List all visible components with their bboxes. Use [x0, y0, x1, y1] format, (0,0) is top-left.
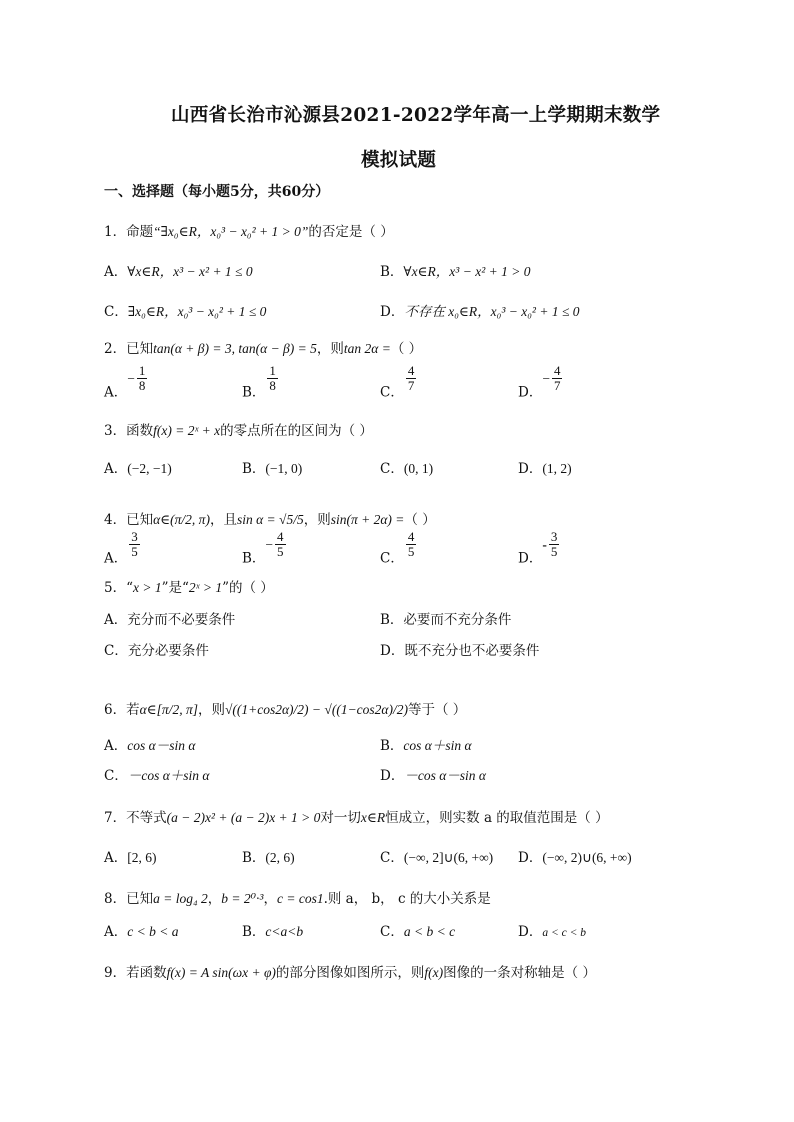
option-label: D．	[518, 384, 543, 401]
question-1-option-a	[104, 260, 253, 280]
denominator: 5	[131, 544, 138, 560]
option-text: 不存在 x₀∈R，x₀³ − x₀² + 1 ≤ 0	[404, 304, 580, 319]
denominator: 5	[550, 544, 558, 560]
option-label: B．	[242, 384, 266, 401]
option-fraction	[552, 364, 563, 394]
option-fraction	[137, 364, 148, 394]
question-4-prefix: 4．已知	[104, 512, 154, 528]
question-8-prefix: 8．已知	[104, 891, 154, 907]
option-sign: −	[265, 536, 274, 552]
question-6-expression: √((1+cos2α)/2) − √((1−cos2α)/2)	[224, 702, 408, 717]
denominator: 7	[407, 378, 415, 394]
option-text: c < b < a	[127, 924, 179, 939]
option-fraction	[549, 530, 560, 560]
question-9-function-ref: f(x)	[424, 965, 444, 980]
page-title-line-2: 模拟试题	[361, 150, 437, 171]
question-8-b-def: b = 2⁰·³	[221, 891, 264, 906]
question-8-stem	[104, 887, 491, 907]
question-7-option-d	[518, 846, 632, 866]
option-label: D．	[518, 550, 543, 567]
option-label: A．	[104, 461, 128, 477]
option-text: ∀x∈R，x³ − x² + 1 ≤ 0	[127, 264, 253, 279]
question-8-sep: ，	[207, 891, 222, 907]
question-3-prefix: 3．函数	[104, 423, 154, 439]
question-7-domain: x∈R	[360, 810, 386, 825]
question-5-stem	[104, 576, 274, 596]
question-4-sine-value: sin α = √5/5	[236, 512, 304, 527]
option-sign: −	[127, 370, 135, 386]
question-4-option-b	[242, 530, 286, 566]
numerator: 1	[269, 363, 276, 378]
question-3-option-d	[518, 457, 572, 477]
option-text: ∀x∈R，x³ − x² + 1 > 0	[403, 264, 531, 279]
option-label: D．	[380, 643, 405, 659]
option-label: B．	[242, 924, 266, 940]
question-1-option-b	[380, 260, 530, 280]
question-9-suffix: 图像的一条对称轴是（ ）	[443, 965, 596, 981]
denominator: 8	[269, 378, 276, 394]
question-2-suffix: （ ）	[390, 341, 423, 357]
option-label: B．	[380, 738, 404, 754]
question-1-option-c	[104, 300, 266, 320]
question-5-connector: ”是“	[161, 580, 189, 596]
option-text: cos α＋sin α	[403, 738, 472, 753]
question-6-prefix: 6．若	[104, 702, 140, 718]
question-5-condition-1: x > 1	[133, 580, 162, 595]
option-text: (−1, 0)	[265, 461, 303, 476]
question-8-a-def: a = log₄ 2	[153, 891, 208, 906]
question-8-c-def: c = cos1	[276, 891, 324, 906]
option-text: －cos α－sin α	[404, 768, 487, 783]
option-text: 充分必要条件	[127, 643, 209, 659]
question-3-option-a	[104, 457, 172, 477]
option-label: C．	[380, 461, 404, 477]
question-7-option-c	[380, 846, 493, 866]
question-8-option-d	[518, 920, 586, 940]
question-3-option-b	[242, 457, 302, 477]
question-6-connector: ，则	[197, 702, 225, 718]
question-7-inequality: (a − 2)x² + (a − 2)x + 1 > 0	[166, 810, 321, 825]
numerator: 4	[407, 363, 415, 378]
numerator: 4	[277, 529, 284, 544]
option-text: (−∞, 2]∪(6, +∞)	[403, 850, 494, 865]
option-label: C．	[380, 850, 404, 866]
option-label: D．	[518, 924, 543, 940]
option-text: cos α－sin α	[127, 738, 196, 753]
question-4-option-c	[380, 530, 416, 566]
option-label: D．	[518, 461, 543, 477]
question-5-option-b	[380, 608, 511, 628]
page-title-line-1: 山西省长治市沁源县2021-2022学年高一上学期期末数学	[171, 105, 661, 126]
question-6-stem	[104, 698, 466, 718]
question-4-stem	[104, 508, 436, 528]
option-label: C．	[104, 643, 128, 659]
option-text: [2, 6)	[127, 850, 157, 865]
option-label: D．	[380, 768, 405, 784]
question-3-option-c	[380, 457, 433, 477]
question-4-suffix: （ ）	[404, 512, 436, 528]
option-label: B．	[242, 850, 266, 866]
question-4-connector-2: ，则	[303, 512, 331, 528]
question-4-target: sin(π + 2α) =	[330, 512, 405, 527]
numerator: 3	[131, 529, 138, 544]
option-text: a < c < b	[542, 927, 586, 939]
option-text: (0, 1)	[403, 461, 434, 476]
question-7-option-a	[104, 846, 157, 866]
question-2-connector: ，则	[316, 341, 344, 357]
question-6-option-c	[104, 764, 210, 784]
question-9-function: f(x) = A sin(ωx + φ)	[166, 965, 276, 980]
question-7-option-b	[242, 846, 295, 866]
question-9-prefix: 9．若函数	[104, 965, 167, 981]
question-1-option-d	[380, 300, 579, 320]
denominator: 7	[553, 378, 561, 394]
option-label: A．	[104, 738, 128, 754]
option-text: －cos α＋sin α	[127, 768, 210, 783]
option-label: A．	[104, 850, 128, 866]
option-fraction	[129, 530, 140, 560]
question-8-suffix: .则 a， b， c 的大小关系是	[323, 891, 491, 907]
question-9-stem	[104, 961, 596, 981]
question-1-stem	[104, 220, 394, 240]
question-5-option-d	[380, 639, 539, 659]
question-7-prefix: 7．不等式	[104, 810, 167, 826]
numerator: 3	[550, 529, 558, 544]
question-1-suffix: 的否定是（ ）	[308, 224, 394, 240]
option-label: B．	[242, 461, 266, 477]
option-fraction	[267, 364, 278, 394]
option-label: C．	[104, 768, 128, 784]
option-label: D．	[518, 850, 543, 866]
option-label: C．	[380, 924, 404, 940]
question-5-prefix: 5．“	[104, 580, 133, 596]
option-sign: -	[542, 536, 547, 552]
denominator: 8	[138, 378, 146, 394]
numerator: 1	[138, 363, 146, 378]
question-6-option-a	[104, 734, 195, 754]
question-2-option-b	[242, 364, 278, 400]
question-7-suffix: 恒成立，则实数 a 的取值范围是（ ）	[385, 810, 609, 826]
question-2-option-a	[104, 364, 147, 400]
question-6-suffix: 等于（ ）	[408, 702, 467, 718]
option-label: B．	[380, 264, 404, 280]
question-5-suffix: ”的（ ）	[222, 580, 274, 596]
option-label: C．	[380, 550, 404, 567]
option-sign: −	[542, 370, 550, 386]
option-label: A．	[104, 384, 128, 401]
question-5-condition-2: 2ˣ > 1	[188, 580, 223, 595]
option-text: (1, 2)	[542, 461, 572, 476]
question-6-interval: α∈[π/2, π]	[139, 702, 198, 717]
question-4-interval: α∈(π/2, π)	[153, 512, 210, 527]
option-label: C．	[380, 384, 404, 401]
option-text: (−2, −1)	[127, 461, 172, 476]
option-label: A．	[104, 550, 128, 567]
question-2-condition: tan(α + β) = 3, tan(α − β) = 5	[153, 341, 317, 356]
option-label: D．	[380, 304, 405, 320]
question-2-option-c	[380, 364, 416, 400]
option-text: c<a<b	[265, 924, 304, 939]
question-1-prefix: 1．命题	[104, 224, 154, 240]
question-4-connector: ，且	[209, 512, 237, 528]
option-label: B．	[242, 550, 266, 567]
question-3-stem	[104, 419, 373, 439]
option-text: (2, 6)	[265, 850, 295, 865]
question-2-prefix: 2．已知	[104, 341, 154, 357]
question-1-proposition: “∃x₀∈R，x₀³ − x₀² + 1 > 0”	[153, 224, 309, 239]
question-3-suffix: 的零点所在的区间为（ ）	[220, 423, 373, 439]
option-text: 必要而不充分条件	[403, 612, 512, 628]
numerator: 4	[553, 363, 561, 378]
option-text: 既不充分也不必要条件	[404, 643, 540, 659]
question-6-option-b	[380, 734, 472, 754]
option-text: 充分而不必要条件	[127, 612, 236, 628]
option-label: A．	[104, 924, 128, 940]
question-7-connector: 对一切	[320, 810, 361, 826]
option-text: a < b < c	[403, 924, 456, 939]
option-fraction	[406, 364, 417, 394]
section-heading: 一、选择题（每小题5分，共60分）	[104, 184, 330, 200]
option-fraction	[275, 530, 286, 560]
question-9-connector: 的部分图像如图所示，则	[275, 965, 425, 981]
question-2-stem	[104, 337, 422, 357]
question-8-option-b	[242, 920, 303, 940]
option-label: C．	[104, 304, 128, 320]
question-8-sep-2: ，	[263, 891, 277, 907]
question-2-target: tan 2α =	[343, 341, 391, 356]
option-label: A．	[104, 264, 128, 280]
option-text: ∃x₀∈R，x₀³ − x₀² + 1 ≤ 0	[127, 304, 267, 319]
question-8-option-a	[104, 920, 178, 940]
question-4-option-d	[518, 530, 559, 566]
numerator: 4	[407, 529, 415, 544]
question-7-stem	[104, 806, 609, 826]
denominator: 5	[407, 544, 415, 560]
option-fraction	[406, 530, 417, 560]
question-8-option-c	[380, 920, 455, 940]
option-label: A．	[104, 612, 128, 628]
question-5-option-c	[104, 639, 209, 659]
question-5-option-a	[104, 608, 235, 628]
question-2-option-d	[518, 364, 562, 400]
question-3-function: f(x) = 2ˣ + x	[153, 423, 221, 438]
question-6-option-d	[380, 764, 486, 784]
denominator: 5	[277, 544, 284, 560]
question-4-option-a	[104, 530, 140, 566]
option-text: (−∞, 2)∪(6, +∞)	[542, 850, 632, 865]
option-label: B．	[380, 612, 404, 628]
